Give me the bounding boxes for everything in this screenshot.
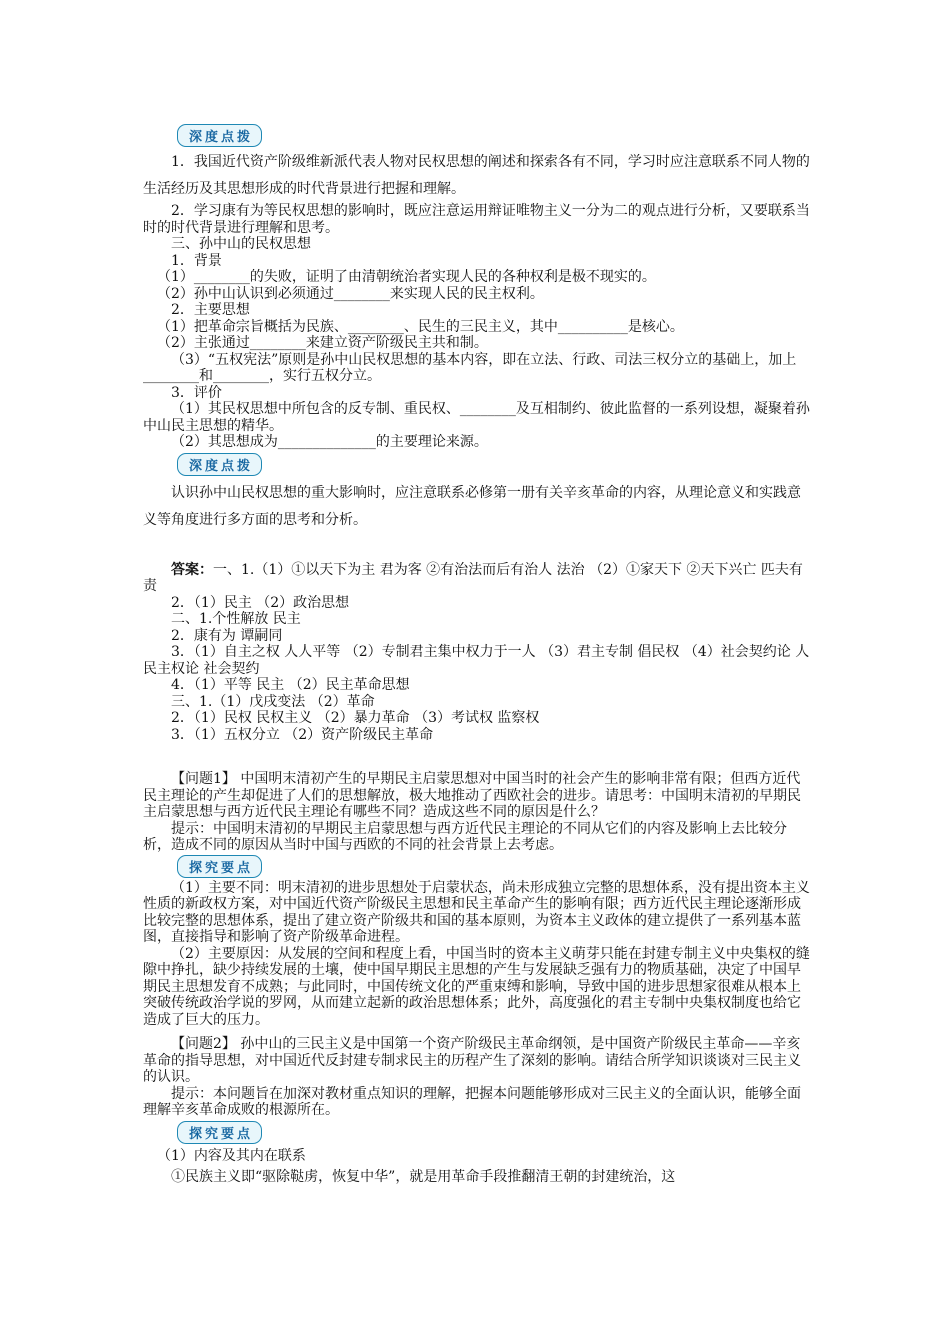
answer-text: 2．康有为 谭嗣同 bbox=[171, 627, 283, 644]
fill-blank-item: （1）其民权思想中所包含的反专制、重民权、________及互相制约、彼此监督的一系列设想，凝聚着孙中山民主思想的精华。 bbox=[143, 401, 810, 434]
answers-label: 答案： bbox=[171, 561, 213, 578]
depth-tip-badge: 深度点拨 bbox=[177, 124, 262, 147]
subsection-title: 1．背景 bbox=[171, 252, 222, 269]
answer-text: 3．（1）自主之权 人人平等 （2）专制君主集中权力于一人 （3）君主专制 倡民权 （4）社会契约论 人民主权论 社会契约 bbox=[143, 644, 810, 677]
fill-blank-item: （1）把革命宗旨概括为民族、________、民生的三民主义，其中__________是核心。 bbox=[157, 318, 684, 335]
answer-text: 2．（1）民主 （2）政治思想 bbox=[171, 594, 350, 611]
explore-point: （1）内容及其内在联系 bbox=[157, 1147, 306, 1164]
answer-text: 一、1.（1）①以天下为主 君为客 ②有治法而后有治人 法治 （2）①家天下 ②天下兴亡 匹夫有责 bbox=[143, 561, 803, 594]
explore-point: （1）主要不同：明末清初的进步思想处于启蒙状态，尚未形成独立完整的思想体系，没有提出资本主义性质的新政权方案，对中国近代资产阶级民主思想和民主革命产生的影响有限；西方近代民主理论逐渐形成比较完整的思想体系，提出了建立资产阶级共和国的基本原则，为资本主义政体的建立提供了一系列基本蓝图，直接指导和影响了资产阶级革命进程。 bbox=[143, 879, 810, 945]
depth-tip-paragraph: 1．我国近代资产阶级维新派代表人物对民权思想的阐述和探索各有不同，学习时应注意联系不同人物的生活经历及其思想形成的时代背景进行把握和理解。 bbox=[143, 154, 810, 197]
question-2: 【问题2】 孙中山的三民主义是中国第一个资产阶级民主革命纲领，是中国资产阶级民主革命——辛亥革命的指导思想，对中国近代反封建专制求民主的历程产生了深刻的影响。请结合所学知识谈谈对三民主义的认识。 bbox=[143, 1036, 801, 1085]
explore-point: ①民族主义即“驱除鞑虏，恢复中华”，就是用革命手段推翻清王朝的封建统治，这 bbox=[171, 1169, 676, 1185]
subsection-title: 3．评价 bbox=[171, 384, 222, 401]
question-1-hint: 提示：中国明末清初的早期民主启蒙思想与西方近代民主理论的不同从它们的内容及影响上去比较分析，造成不同的原因从当时中国与西欧的不同的社会背景上去考虑。 bbox=[143, 820, 787, 853]
subsection-title: 2．主要思想 bbox=[171, 302, 250, 318]
depth-tip-paragraph: 2．学习康有为等民权思想的影响时，既应注意运用辩证唯物主义一分为二的观点进行分析，又要联系当时的时代背景进行理解和思考。 bbox=[143, 203, 810, 236]
fill-blank-item: （2）其思想成为______________的主要理论来源。 bbox=[171, 434, 488, 450]
depth-tip-badge: 深度点拨 bbox=[177, 453, 262, 476]
question-1: 【问题1】 中国明末清初产生的早期民主启蒙思想对中国当时的社会产生的影响非常有限；但西方近代民主理论的产生却促进了人们的思想解放，极大地推动了西欧社会的进步。请思考：中国明末清初的早期民主启蒙思想与西方近代民主理论有哪些不同？造成这些不同的原因是什么？ bbox=[143, 771, 801, 820]
fill-blank-item: （2）主张通过________来建立资产阶级民主共和制。 bbox=[157, 335, 488, 351]
answer-text: 三、1.（1）戊戌变法 （2）革命 bbox=[171, 693, 375, 710]
answer-text: 4．（1）平等 民主 （2）民主革命思想 bbox=[171, 677, 410, 693]
document-body bbox=[143, 124, 813, 1191]
question-2-hint: 提示：本问题旨在加深对教材重点知识的理解，把握本问题能够形成对三民主义的全面认识，能够全面理解辛亥革命成败的根源所在。 bbox=[143, 1085, 801, 1118]
explore-point: （2）主要原因：从发展的空间和程度上看，中国当时的资本主义萌芽只能在封建专制主义中央集权的缝隙中挣扎，缺少持续发展的土壤，使中国早期民主思想的产生与发展缺乏强有力的物质基础，决定了中国早期民主思想发育不成熟；与此同时，中国传统文化的严重束缚和影响，导致中国的进步思想家很难从根本上突破传统政治学说的罗网，从而建立起新的政治思想体系；此外，高度强化的君主专制中央集权制度也给它造成了巨大的压力。 bbox=[143, 945, 810, 1028]
depth-tip-paragraph: 认识孙中山民权思想的重大影响时，应注意联系必修第一册有关辛亥革命的内容，从理论意义和实践意义等角度进行多方面的思考和分析。 bbox=[143, 484, 801, 528]
fill-blank-item: （2）孙中山认识到必须通过________来实现人民的民主权利。 bbox=[157, 285, 544, 302]
explore-points-badge: 探究要点 bbox=[177, 1121, 262, 1144]
answer-text: 2．（1）民权 民权主义 （2）暴力革命 （3）考试权 监察权 bbox=[171, 710, 540, 726]
fill-blank-item: （3）“五权宪法”原则是孙中山民权思想的基本内容，即在立法、行政、司法三权分立的基础上，加上________和________，实行五权分立。 bbox=[143, 351, 797, 384]
explore-points-badge: 探究要点 bbox=[177, 855, 262, 878]
fill-blank-item: （1）________的失败，证明了由清朝统治者实现人民的各种权利是极不现实的。 bbox=[157, 269, 656, 285]
answer-text: 二、1.个性解放 民主 bbox=[171, 611, 301, 627]
section-title: 三、孙中山的民权思想 bbox=[171, 236, 311, 252]
answer-text: 3．（1）五权分立 （2）资产阶级民主革命 bbox=[171, 726, 434, 743]
answers-line bbox=[143, 562, 813, 595]
